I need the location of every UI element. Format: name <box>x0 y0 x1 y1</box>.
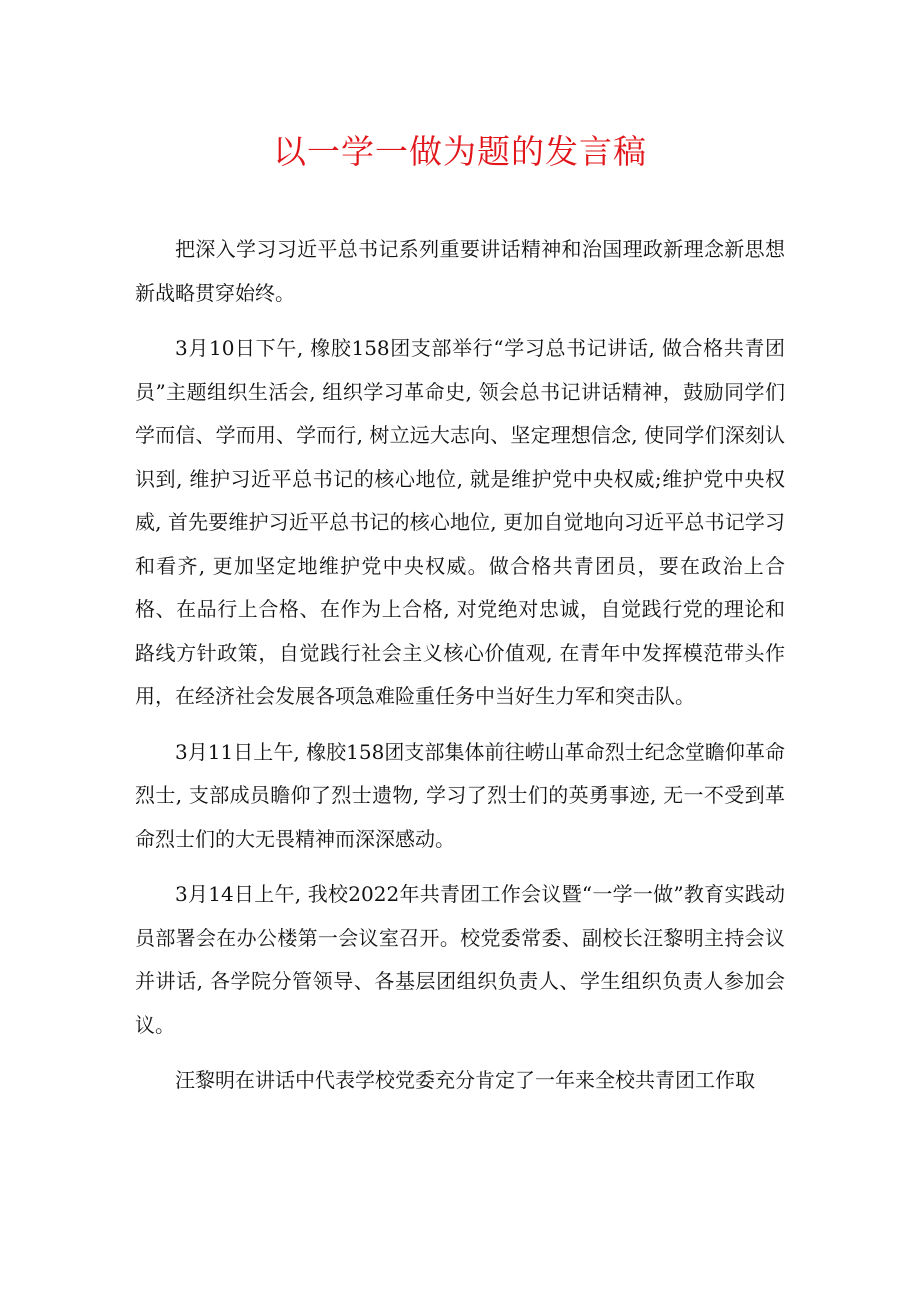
paragraph-2: 3月10日下午, 橡胶158团支部举行“学习总书记讲话, 做合格共青团员”主题组织生活会, 组织学习革命史, 领会总书记讲话精神，鼓励同学们学而信、学而用、学而行, 树立远大志向、坚定理想信念, 使同学们深刻认识到, 维护习近平总书记的核心地位, 就是维护党中央权威;维护党中央权威, 首先要维护习近平总书记的核心地位, 更加自觉地向习近平总书记学习和看齐, 更加坚定地维护党中央权威。做合格共青团员，要在政治上合格、在品行上合格、在作为上合格, 对党绝对忠诚，自觉践行党的理论和路线方针政策，自觉践行社会主义核心价值观, 在青年中发挥模范带头作用，在经济社会发展各项急难险重任务中当好生力军和突击队。 <box>135 336 785 708</box>
document-body <box>135 228 785 1115</box>
paragraph-5: 汪黎明在讲话中代表学校党委充分肯定了一年来全校共青团工作取 <box>175 1068 755 1092</box>
document-title: 以一学一做为题的发言稿 <box>273 132 647 171</box>
paragraph-3: 3月11日上午, 橡胶158团支部集体前往崂山革命烈士纪念堂瞻仰革命烈士, 支部成员瞻仰了烈士遗物, 学习了烈士们的英勇事迹, 无一不受到革命烈士们的大无畏精神而深深感动。 <box>135 739 785 851</box>
paragraph-1: 把深入学习习近平总书记系列重要讲话精神和治国理政新理念新思想新战略贯穿始终。 <box>135 237 785 305</box>
paragraph-4: 3月14日上午, 我校2022年共青团工作会议暨“一学一做”教育实践动员部署会在办公楼第一会议室召开。校党委常委、副校长汪黎明主持会议并讲话, 各学院分管领导、各基层团组织负责人、学生组织负责人参加会议。 <box>135 882 785 1037</box>
